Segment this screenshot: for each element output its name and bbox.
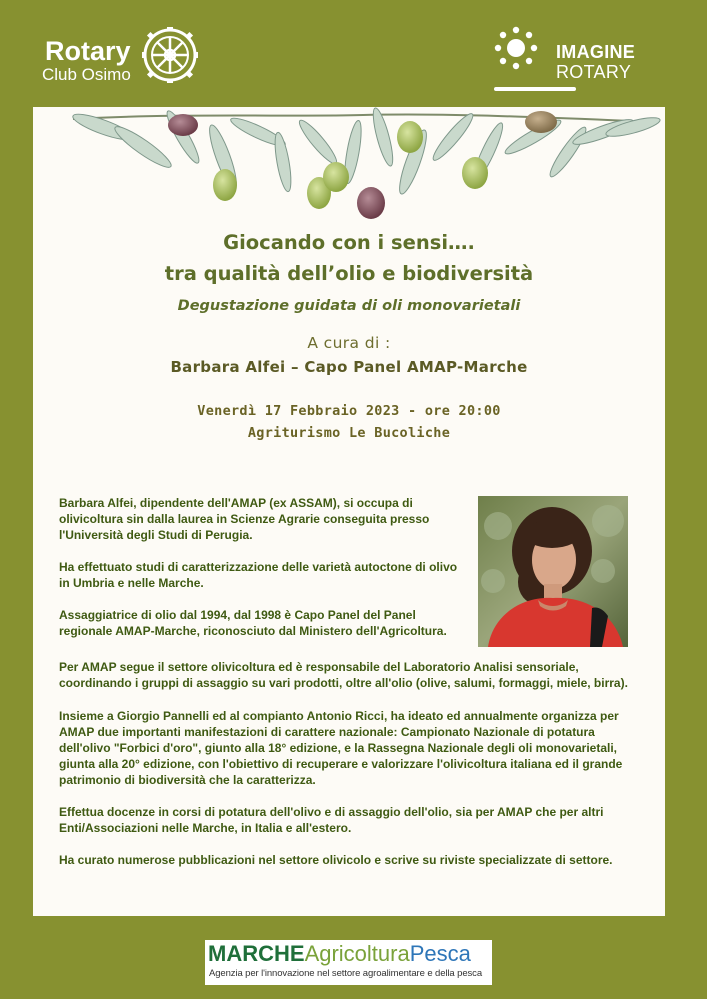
footer-tagline: Agenzia per l'innovazione nel settore agroalimentare e della pesca <box>209 968 483 979</box>
logo-part-marche: MARCHE <box>208 941 305 966</box>
event-subtitle: Degustazione guidata di oli monovarietali <box>177 298 521 314</box>
imagine-line2: ROTARY <box>556 62 632 82</box>
bio-paragraph-1: Barbara Alfei, dipendente dell'AMAP (ex ASSAM), si occupa di olivicoltura sin dalla laurea in Scienze Agrarie conseguita presso l'Università degli Studi di Perugia. <box>59 496 430 542</box>
marche-agricoltura-pesca-logo <box>205 940 492 985</box>
rotary-title: Rotary <box>45 36 131 66</box>
logo-part-agricoltura: Agricoltura <box>304 941 410 966</box>
bio-paragraph-6: Effettua docenze in corsi di potatura dell'olivo e di assaggio dell'olio, sia per AMAP che per altri Enti/Associazioni nelle Marche, in Italia e all'estero. <box>59 805 604 835</box>
bio-paragraph-4: Per AMAP segue il settore olivicoltura ed è responsabile del Laboratorio Analisi sensoriale, coordinando i gruppi di assaggio su vari prodotti, oltre all'olio (olive, salumi, formaggi, miele, birra). <box>59 660 628 690</box>
event-title-line1: Giocando con i sensi…. <box>223 231 475 254</box>
event-venue: Agriturismo Le Bucoliche <box>247 425 451 441</box>
rotary-club-name: Club Osimo <box>42 65 131 84</box>
olive-branch-illustration <box>33 107 665 225</box>
footer-logo-wordmark <box>208 940 471 968</box>
imagine-line1: IMAGINE <box>556 42 636 62</box>
portrait-photo <box>478 496 628 647</box>
rotary-wheel-icon <box>141 26 199 84</box>
event-datetime: Venerdì 17 Febbraio 2023 - ore 20:00 <box>197 403 501 419</box>
bio-paragraph-5: Insieme a Giorgio Pannelli ed al compianto Antonio Ricci, ha ideato ed annualmente organizza per AMAP due importanti manifestazioni di carattere nazionale: Campionato Nazionale di potatura dell'olivo "Forbici d'oro", giunto alla 18° edizione, e la Rassegna Nazionale degli oli monovarietali, giunta alla 20° edizione, con l'obiettivo di recuperare e valorizzare l'olivicoltura italiana ed il grande patrimonio di biodiversità che la caratterizza. <box>59 709 623 787</box>
bio-paragraph-2: Ha effettuato studi di caratterizzazione delle varietà autoctone di olivo in Umbria e nelle Marche. <box>59 560 458 590</box>
imagine-rotary-logo <box>556 42 635 82</box>
logo-part-pesca: Pesca <box>409 941 471 966</box>
curator-name: Barbara Alfei – Capo Panel AMAP-Marche <box>170 358 528 376</box>
bio-paragraph-7: Ha curato numerose pubblicazioni nel settore olivicolo e scrive su riviste specializzate di settore. <box>59 853 613 867</box>
rotary-club-logo <box>42 36 131 84</box>
event-title-line2: tra qualità dell’olio e biodiversità <box>164 262 534 285</box>
curated-by-label: A cura di : <box>307 334 391 352</box>
bio-paragraph-3: Assaggiatrice di olio dal 1994, dal 1998 è Capo Panel del Panel regionale AMAP-Marche, riconosciuto dal Ministero dell'Agricoltura. <box>59 608 447 638</box>
